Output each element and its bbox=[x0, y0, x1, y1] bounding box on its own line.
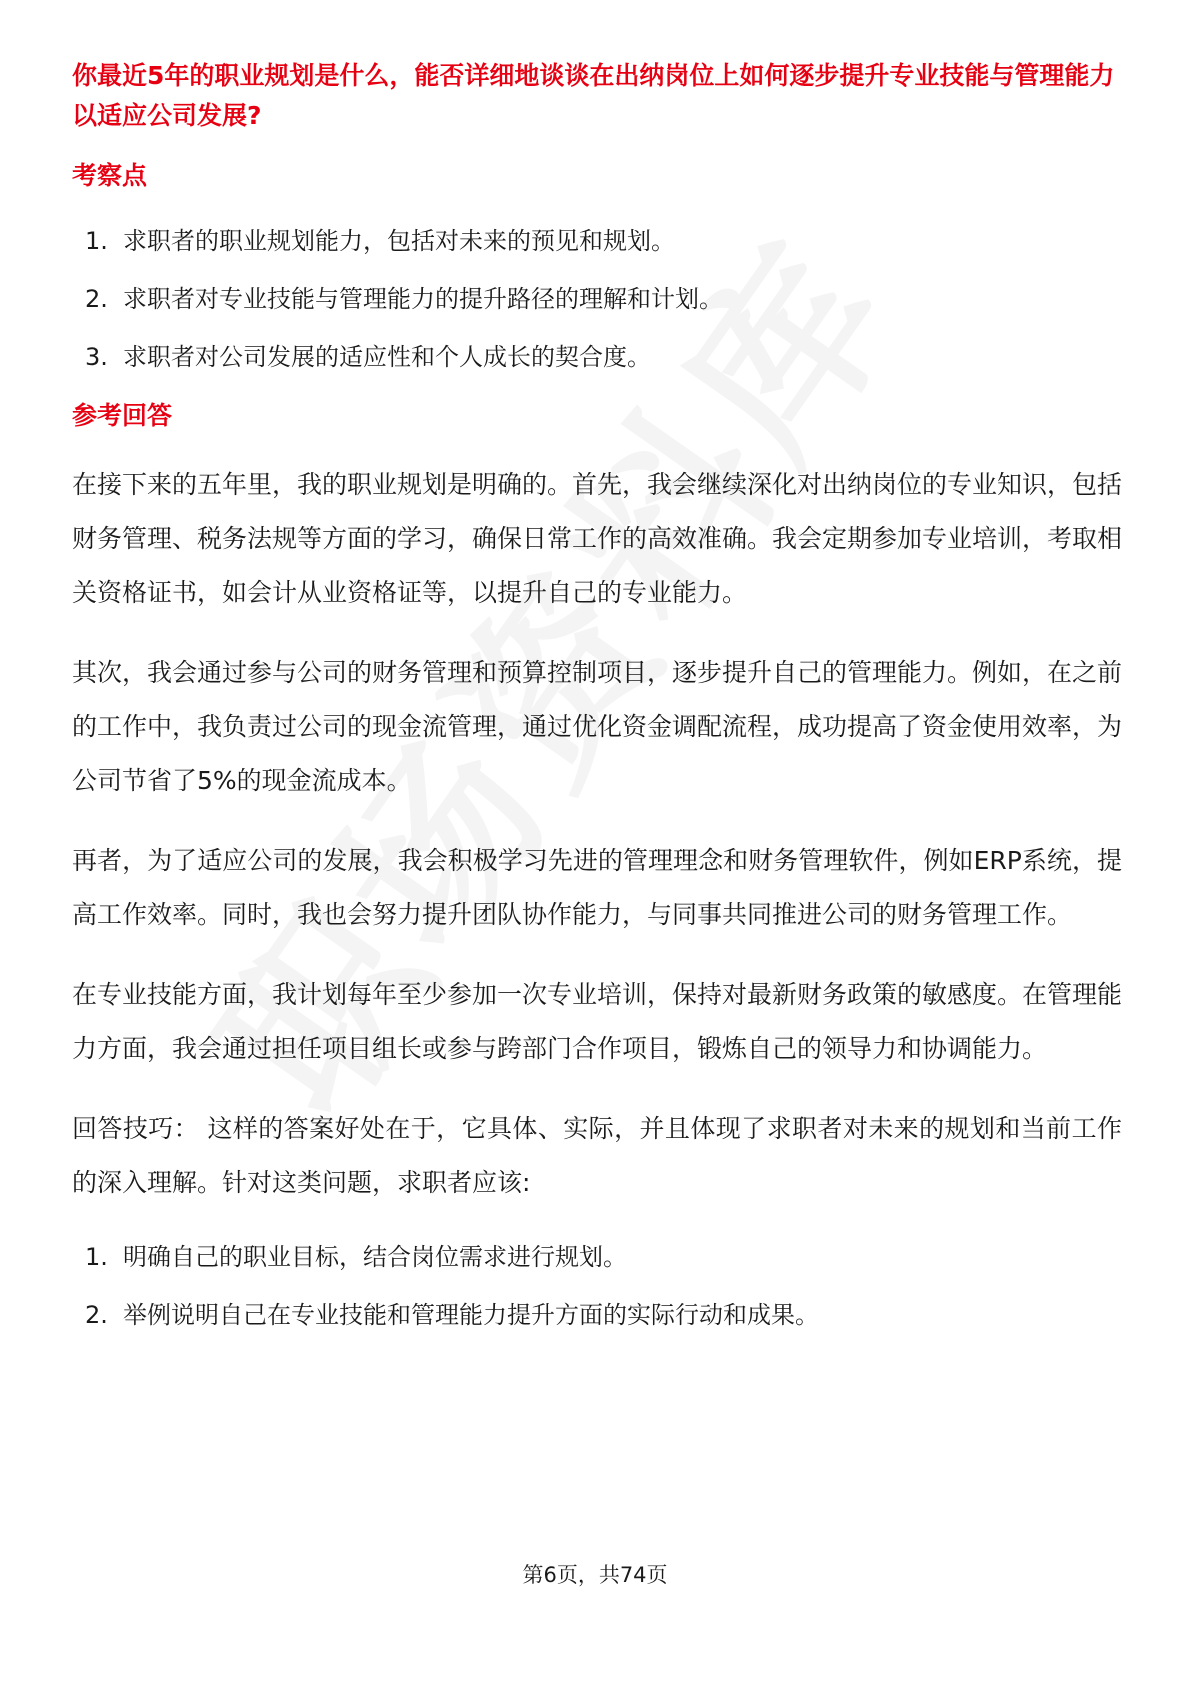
list-item-number: 2. bbox=[85, 285, 108, 313]
document-body bbox=[72, 56, 1122, 1356]
list-item bbox=[72, 1298, 1122, 1332]
list-item-number: 1. bbox=[85, 227, 108, 255]
assessment-heading: 考察点 bbox=[72, 161, 148, 190]
list-item-text: 求职者对公司发展的适应性和个人成长的契合度。 bbox=[123, 343, 651, 371]
list-item bbox=[72, 224, 1122, 258]
question-title: 你最近5年的职业规划是什么，能否详细地谈谈在出纳岗位上如何逐步提升专业技能与管理能力以适应公司发展? bbox=[72, 61, 1115, 130]
list-item bbox=[72, 340, 1122, 374]
answer-paragraph: 在接下来的五年里，我的职业规划是明确的。首先，我会继续深化对出纳岗位的专业知识，包括财务管理、税务法规等方面的学习，确保日常工作的高效准确。我会定期参加专业培训，考取相关资格证书，如会计从业资格证等，以提升自己的专业能力。 bbox=[72, 470, 1123, 607]
list-item-number: 3. bbox=[85, 343, 108, 371]
tips-list bbox=[72, 1240, 1122, 1332]
answer-paragraph: 其次，我会通过参与公司的财务管理和预算控制项目，逐步提升自己的管理能力。例如，在之前的工作中，我负责过公司的现金流管理，通过优化资金调配流程，成功提高了资金使用效率，为公司节省了5%的现金流成本。 bbox=[72, 658, 1123, 795]
answer-paragraph: 再者，为了适应公司的发展，我会积极学习先进的管理理念和财务管理软件，例如ERP系统，提高工作效率。同时，我也会努力提升团队协作能力，与同事共同推进公司的财务管理工作。 bbox=[72, 846, 1122, 929]
page-footer: 第6页，共74页 bbox=[522, 1563, 668, 1587]
list-item-number: 1. bbox=[85, 1243, 108, 1271]
answer-paragraph: 在专业技能方面，我计划每年至少参加一次专业培训，保持对最新财务政策的敏感度。在管理能力方面，我会通过担任项目组长或参与跨部门合作项目，锻炼自己的领导力和协调能力。 bbox=[72, 980, 1123, 1063]
list-item-number: 2. bbox=[85, 1301, 108, 1329]
list-item-text: 求职者的职业规划能力，包括对未来的预见和规划。 bbox=[123, 227, 675, 255]
answer-tips-paragraph: 回答技巧： 这样的答案好处在于，它具体、实际，并且体现了求职者对未来的规划和当前工作的深入理解。针对这类问题，求职者应该: bbox=[72, 1114, 1122, 1197]
list-item-text: 举例说明自己在专业技能和管理能力提升方面的实际行动和成果。 bbox=[123, 1301, 819, 1329]
list-item bbox=[72, 1240, 1122, 1274]
list-item bbox=[72, 282, 1122, 316]
answer-heading: 参考回答 bbox=[72, 401, 173, 430]
list-item-text: 求职者对专业技能与管理能力的提升路径的理解和计划。 bbox=[123, 285, 723, 313]
list-item-text: 明确自己的职业目标，结合岗位需求进行规划。 bbox=[123, 1243, 627, 1271]
assessment-list bbox=[72, 224, 1122, 374]
